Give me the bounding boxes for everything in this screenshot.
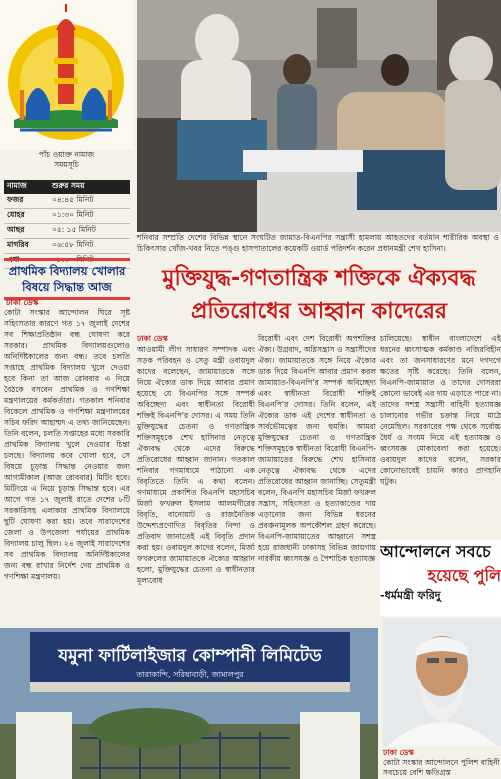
main-dateline: ঢাকা ডেস্ক: [137, 334, 168, 343]
headline-line: আন্দোলনে সবচে: [380, 542, 491, 561]
hero-photo-caption: শনিবার সম্প্রতি দেশের বিভিন্ন স্থানে সংঘটিত জামাত-বিএনপির সন্ত্রাসী হামলায় আহতদের বর্তমান শারীরিক অবস্থা ও চিকিৎসার খোঁজ-খবর নিতে পঙ্গু হাসপাতালের কয়েকটি ওয়ার্ড পরিদর্শন করেন প্রধানমন্ত্রী শেখ হাসিনা।: [137, 233, 499, 253]
prayer-title-line1: পাঁচ ওয়াক্ত নামাজ: [38, 150, 95, 159]
table-row: [4, 194, 130, 209]
hospital-scene-illustration: [137, 0, 501, 232]
prayer-name: আছর: [4, 224, 49, 239]
table-row: [4, 209, 130, 224]
prayer-time: ০৪:৪৫ মিনিট: [49, 194, 130, 209]
mosque-illustration: [0, 0, 133, 150]
factory-gate-illustration: [0, 628, 378, 779]
minister-portrait-illustration: [383, 618, 501, 746]
prayer-name: এশা: [4, 254, 49, 269]
factory-gate-photo: [0, 628, 378, 779]
main-headline[interactable]: [137, 262, 501, 328]
headline-line: মুক্তিযুদ্ধ-গণতান্ত্রিক শক্তিকে ঐক্যবদ্ধ: [162, 266, 476, 291]
factory-sign-main: যমুনা ফার্টিলাইজার কোম্পানী লিমিটেড: [58, 646, 322, 666]
headline-line: প্রাথমিক বিদ্যালয় খোলার: [8, 264, 126, 278]
hospital-visit-photo: [137, 0, 501, 232]
table-header-row: [4, 180, 130, 194]
prayer-time: ০৫: ১৫ মিনিট: [49, 224, 130, 239]
headline-line: বিষয়ে সিদ্ধান্ত আজ: [22, 280, 112, 294]
minister-portrait: [383, 618, 501, 746]
prayer-name: যোহর: [4, 209, 49, 224]
prayer-name: মাগরিব: [4, 239, 49, 254]
column-header-time: শুরুর সময়: [49, 180, 130, 194]
byline: -ধর্মমন্ত্রী ফরিদু: [380, 589, 441, 602]
headline-line: হয়েছে পুলি: [427, 566, 501, 585]
table-row: [4, 239, 130, 254]
school-reopening-headline[interactable]: [4, 258, 130, 300]
article-column-3: চালিয়েছে। স্বাধীন বাংলাদেশে এই ধরনের ধ্বংসাত্মক কর্মকাণ্ড নজিরবিহীন এবং তা জনসাধারণের মনে দগদগে ক্ষতের সৃষ্টি করেছে। তিনি বলেন, বিএনপি-জামায়াত ও তাদের দোসররা কোনো ভাবেই এর দায় এড়াতে পারে না। তাদের সশস্ত্র সন্ত্রাসী বাহিনী হত্যাযজ্ঞ চালানোর গভীর চক্রান্ত নিয়ে মাঠে নেমেছিল। সরকারের পক্ষ থেকে সর্বোচ্চ ধৈর্য ও সংযম নিয়ে এই হত্যাযজ্ঞ ও ধ্বংসযজ্ঞ মোকাবেলা করা হয়েছে। ওবায়দুল কাদের বলেন, সরকার কোনোভাবেই চায়নি কারও প্রাণহানি ঘটুক।: [380, 334, 501, 486]
prayer-name: ফজর: [4, 194, 49, 209]
article-column-1: [137, 333, 255, 586]
prayer-time: ০১:৩০ মিনিট: [49, 209, 130, 224]
prayer-times-table: [4, 180, 130, 269]
headline-line: প্রতিরোধের আহ্বান কাদেরের: [190, 299, 448, 324]
minister-article-body: কোটা সংস্কার আন্দোলনে পুলিশ বাহিনী সবচেয়ে বেশি ক্ষতিগ্রস্ত: [383, 758, 500, 777]
article-column-2: বিরোধী এবং দেশ বিরোধী অপশক্তির ঐক্য। উগ্রবাদ, অগ্নিসন্ত্রাস ও সন্ত্রাসীদের ঐক্য। জামায়াতকে সঙ্গে নিয়ে ঐক্যের ডাক দিয়ে বিএনপি আবার প্রমাণ করল জামায়াত-বিএনপি'র সম্পর্ক অবিচ্ছেদ্য এবং স্বাধীনতা বিরোধী শক্তিই বিএনপি'র দোসর। তিনি বলেন, এই ঐক্যের ডাক এই দেশের স্বাধীনতা ও সার্বভৌমত্বের জন্য হুমকি। আমরা মুক্তিযুদ্ধের চেতনা ও গণতান্ত্রিক শক্তিসমূহকে স্বাধীনতা বিরোধী বিএনপি-জামায়াতের বিরুদ্ধে শেখ হাসিনার নেতৃত্বে ঐক্যবদ্ধ থেকে এদের প্রতিরোধের আহ্বান জানাচ্ছি। সেতুমন্ত্রী বলেন, বিএনপি মহাসচিব মির্জা ফখরুল সন্ত্রাস, সহিংসতা ও হত্যাকাণ্ডের দায় এড়ানোর জন্য বিভিন্ন ধরনের প্রবঞ্চনামূলক অপকৌশল গ্রহণ করেছে। বিএনপি-জামায়াতের আহ্বানে সশস্ত্র হয়ে রাজধানী ঢাকাসহ বিভিন্ন জায়গায় নারকীয় ধ্বংসযজ্ঞ ও পৈশাচিক হত্যাযজ্ঞ: [258, 334, 376, 563]
prayer-schedule-title: [0, 150, 133, 170]
factory-sign-sub: তারাকান্দি, সরিষাবাড়ী, জামালপুর: [136, 670, 244, 679]
school-article-body: কোটা সংস্কার আন্দোলন ঘিরে সৃষ্ট সহিংসতার কারণে গত ১৭ জুলাই দেশের সব শিক্ষাপ্রতিষ্ঠান বন্ধ ঘোষণা করে সরকার। প্রাথমিক বিদ্যালয়গুলোও অনির্দিষ্টকালের জন্য বন্ধ। তবে চলতি সপ্তাহে প্রাথমিক বিদ্যালয় খুলে দেওয়া হবে কিনা তা আজ রোববার এ নিয়ে বৈঠকে বসবেন প্রাথমিক ও গণশিক্ষা মন্ত্রণালয়ের কর্মকর্তারা। গতকাল শনিবার বিকেলে প্রাথমিক ও গণশিক্ষা মন্ত্রণালয়ের সচিব ফরিদ আহাম্মদ এ তথ্য জানিয়েছেন। তিনি বলেন, চলতি সপ্তাহের মধ্যে সরকারি প্রাথমিক বিদ্যালয় খুলে দেওয়ার চিন্তা চলছে। বিদ্যালয় কবে খোলা হবে, সে বিষয়ে চূড়ান্ত সিদ্ধান্ত নেওয়ার জন্য আগামীকাল (আজ রোববার) মিটিং হবে। মিটিংয়ে এ নিয়ে চূড়ান্ত সিদ্ধান্ত হবে। এর আগে গত ১৭ জুলাই রাতে দেশের ৮টি সরকারিসহ এলাকার প্রাথমিক বিদ্যালয়ে ছুটি ঘোষণা করা হয়। তবে সারাদেশের জেলা ও উপজেলা পর্যায়ের প্রাথমিক বিদ্যালয় চালু ছিল। ২৪ জুলাই সারাদেশের সব প্রাথমিক বিদ্যালয় অনির্দিষ্টকালের জন্য বন্ধ রাখার নির্দেশ দেয় প্রাথমিক ও গণশিক্ষা মন্ত্রণালয়।: [4, 308, 130, 581]
column-header-prayer: নামাজ: [4, 180, 49, 194]
minister-story-headline[interactable]: [380, 540, 501, 616]
prayer-time: ০৬:৫৮ মিনিট: [49, 239, 130, 254]
prayer-time: ০৮:৩০ মিনিট: [49, 254, 130, 269]
minister-dateline: ঢাকা ডেস্ক: [383, 748, 414, 757]
school-dateline: ঢাকা ডেস্ক: [6, 298, 39, 307]
table-row: [4, 224, 130, 239]
column-text: আওয়ামী লীগ সাধারণ সম্পাদক এবং সড়ক পরিবহন ও সেতু মন্ত্রী ওবায়দুল কাদের বলেছেন, জামায়াতকে সঙ্গে নিয়ে ঐক্যের ডাক দিয়ে আবার প্রমাণ হয়েছে যে বিএনপির সঙ্গে সম্পর্ক অবিচ্ছেদ্য এবং স্বাধীনতা বিরোধী শক্তিই বিএনপি'র দোসর। এ সময় তিনি মুক্তিযুদ্ধের চেতনা ও গণতান্ত্রিক শক্তিসমূহকে শেখ হাসিনার নেতৃত্বে ঐক্যবদ্ধ থেকে এদের বিরুদ্ধে প্রতিরোধের আহ্বান জানান। গতকাল শনিবার গণমাধ্যমে পাঠানো এক বিবৃতিতে তিনি এ কথা বলেন। গণমাধ্যমে প্রকাশিত বিএনপি মহাসচিব মির্জা ফখরুল ইসলাম আলমগীরের বিবৃতি, বানোয়াট ও রাজনৈতিক উদ্দেশ্যপ্রণোদিত বিবৃতির নিন্দা ও প্রতিবাদ জানাতেই এই বিবৃতি প্রদান করা হয়। ওবায়দুল কাদের বলেন, মির্জা ফখরুলের জামায়াতকে ঐক্যের আহ্বান হলো, মুক্তিযুদ্ধের চেতনা ও স্বাধীনতার মূল্যবোধ: [137, 345, 255, 585]
prayer-title-line2: সময়সূচি: [54, 160, 79, 169]
mosque-logo: [0, 0, 133, 150]
